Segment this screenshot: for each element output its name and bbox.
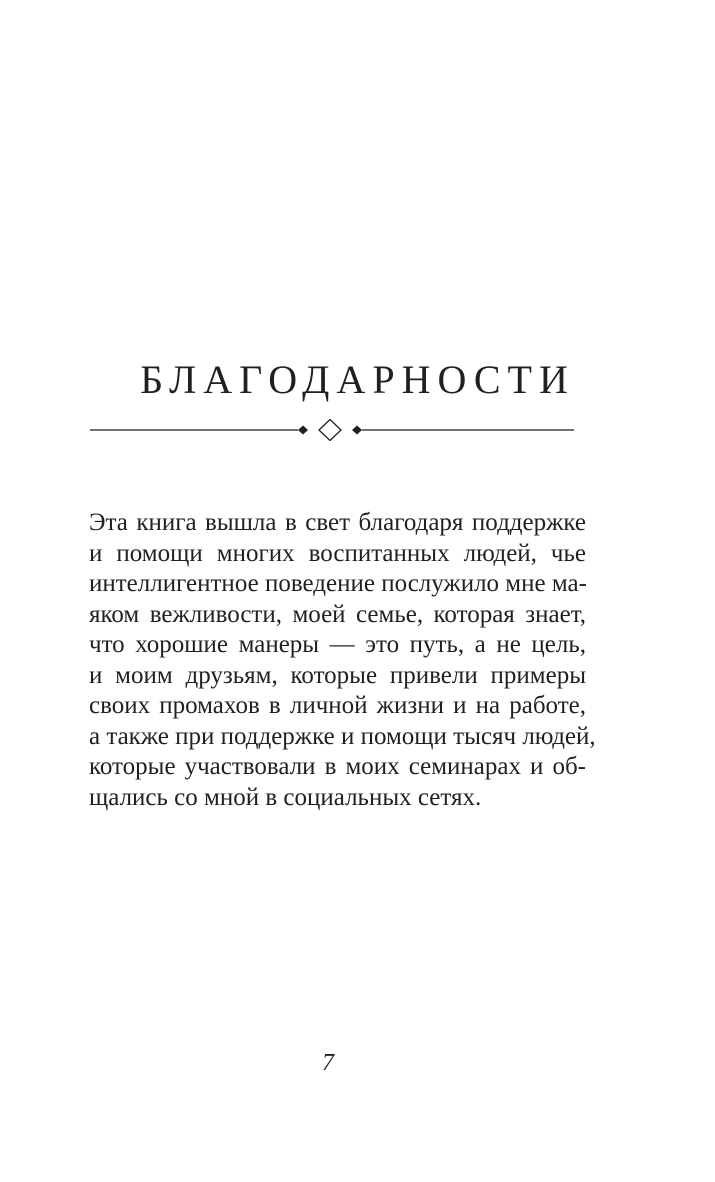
page-title: БЛАГОДАРНОСТИ: [140, 357, 575, 402]
paragraph-line: которые участвовали в моих семинарах и об-: [89, 753, 586, 780]
diamond-divider-ornament-icon: [90, 419, 574, 441]
paragraph-line: яком вежливости, моей семье, которая знает,: [89, 600, 586, 628]
paragraph-line: а также при поддержке и помощи тысяч людей,: [89, 722, 596, 750]
acknowledgements-paragraph: [89, 508, 596, 813]
page-number: 7: [322, 1050, 334, 1076]
paragraph-line: и моим друзьям, которые привели примеры: [89, 661, 586, 689]
paragraph-line: щались со мной в социальных сетях.: [89, 783, 482, 811]
paragraph-line: Эта книга вышла в свет благодаря поддержке: [89, 509, 586, 536]
paragraph-line: что хорошие манеры — это путь, а не цель,: [89, 631, 586, 658]
paragraph-line: и помощи многих воспитанных людей, чье: [89, 539, 586, 567]
paragraph-line: интеллигентное поведение послужило мне ма-: [89, 570, 587, 597]
paragraph-line: своих промахов в личной жизни и на работе,: [89, 692, 586, 719]
